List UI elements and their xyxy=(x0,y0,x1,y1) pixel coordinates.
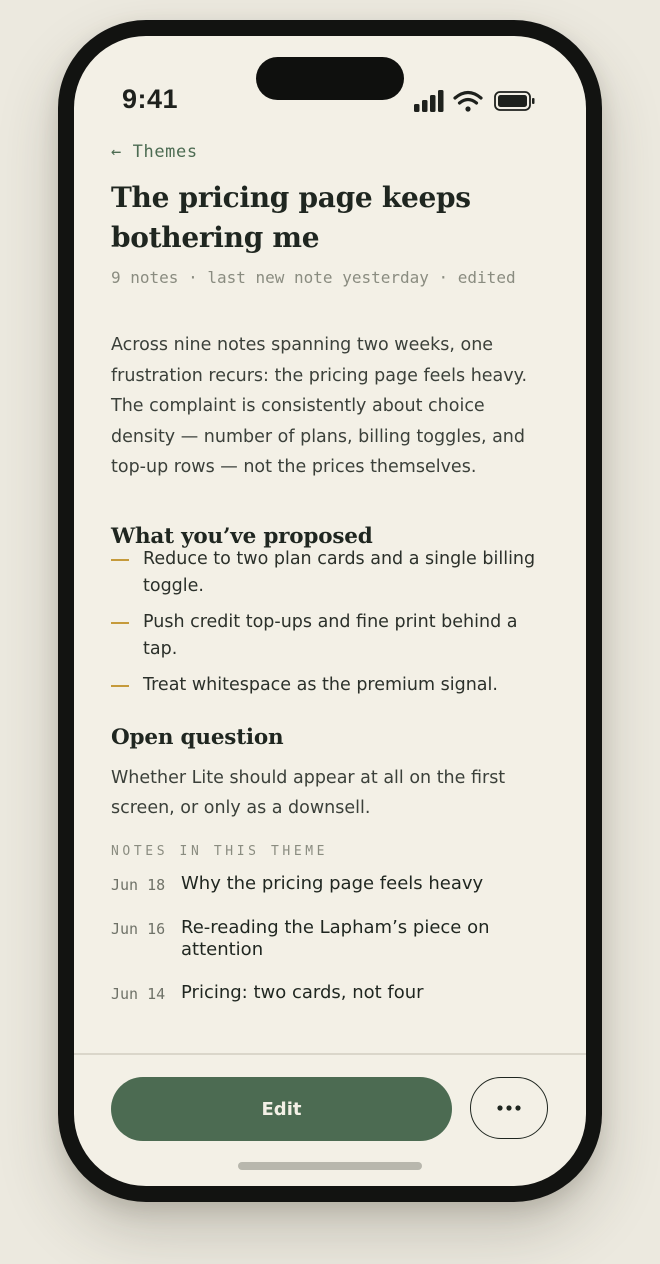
bottom-divider xyxy=(74,1053,586,1055)
wifi-icon xyxy=(455,93,481,112)
dash-bullet xyxy=(111,622,129,624)
dynamic-island xyxy=(256,57,404,100)
proposal-text: Reduce to two plan cards and a single billing toggle. xyxy=(143,549,536,596)
proposals-list xyxy=(111,546,551,708)
proposal-text: Treat whitespace as the premium signal. xyxy=(143,675,498,695)
proposal-item xyxy=(111,546,551,600)
edit-button[interactable]: Edit xyxy=(111,1077,452,1141)
theme-summary: Across nine notes spanning two weeks, one frustration recurs: the pricing page feels heavy. The complaint is consistently about choice density — number of plans, billing toggles, and top-up rows — not the prices themselves. xyxy=(111,335,528,477)
proposal-item xyxy=(111,609,551,663)
note-title: Why the pricing page feels heavy xyxy=(181,873,484,894)
dash-bullet xyxy=(111,685,129,687)
phone-screen xyxy=(74,36,586,1186)
battery-icon xyxy=(495,92,535,110)
theme-meta: 9 notes · last new note yesterday · edited xyxy=(111,268,516,287)
note-date: Jun 18 xyxy=(111,876,166,894)
notes-section-label: NOTES IN THIS THEME xyxy=(111,844,329,859)
proposal-item xyxy=(111,672,551,699)
dash-bullet xyxy=(111,559,129,561)
note-title: Re-reading the Lapham’s piece on attention xyxy=(181,917,490,960)
page-title: The pricing page keeps bothering me xyxy=(111,181,471,254)
status-time: 9:41 xyxy=(122,84,179,114)
phone-frame xyxy=(58,20,602,1202)
open-question-heading: Open question xyxy=(111,725,284,750)
cellular-signal-icon xyxy=(414,90,444,112)
proposed-heading: What you’ve proposed xyxy=(111,524,373,549)
note-list-item[interactable] xyxy=(111,873,551,895)
more-horizontal-icon xyxy=(494,1103,524,1113)
note-date: Jun 14 xyxy=(111,985,166,1003)
note-date: Jun 16 xyxy=(111,920,166,938)
note-title: Pricing: two cards, not four xyxy=(181,982,424,1003)
more-options-button[interactable] xyxy=(470,1077,548,1139)
proposal-text: Push credit top-ups and fine print behind a tap. xyxy=(143,612,518,659)
status-icons xyxy=(410,86,540,116)
note-list-item[interactable] xyxy=(111,982,551,1004)
open-question-text: Whether Lite should appear at all on the first screen, or only as a downsell. xyxy=(111,768,506,818)
note-list-item[interactable] xyxy=(111,917,551,961)
back-link-themes[interactable]: ← Themes xyxy=(111,142,198,162)
home-indicator xyxy=(238,1162,422,1170)
